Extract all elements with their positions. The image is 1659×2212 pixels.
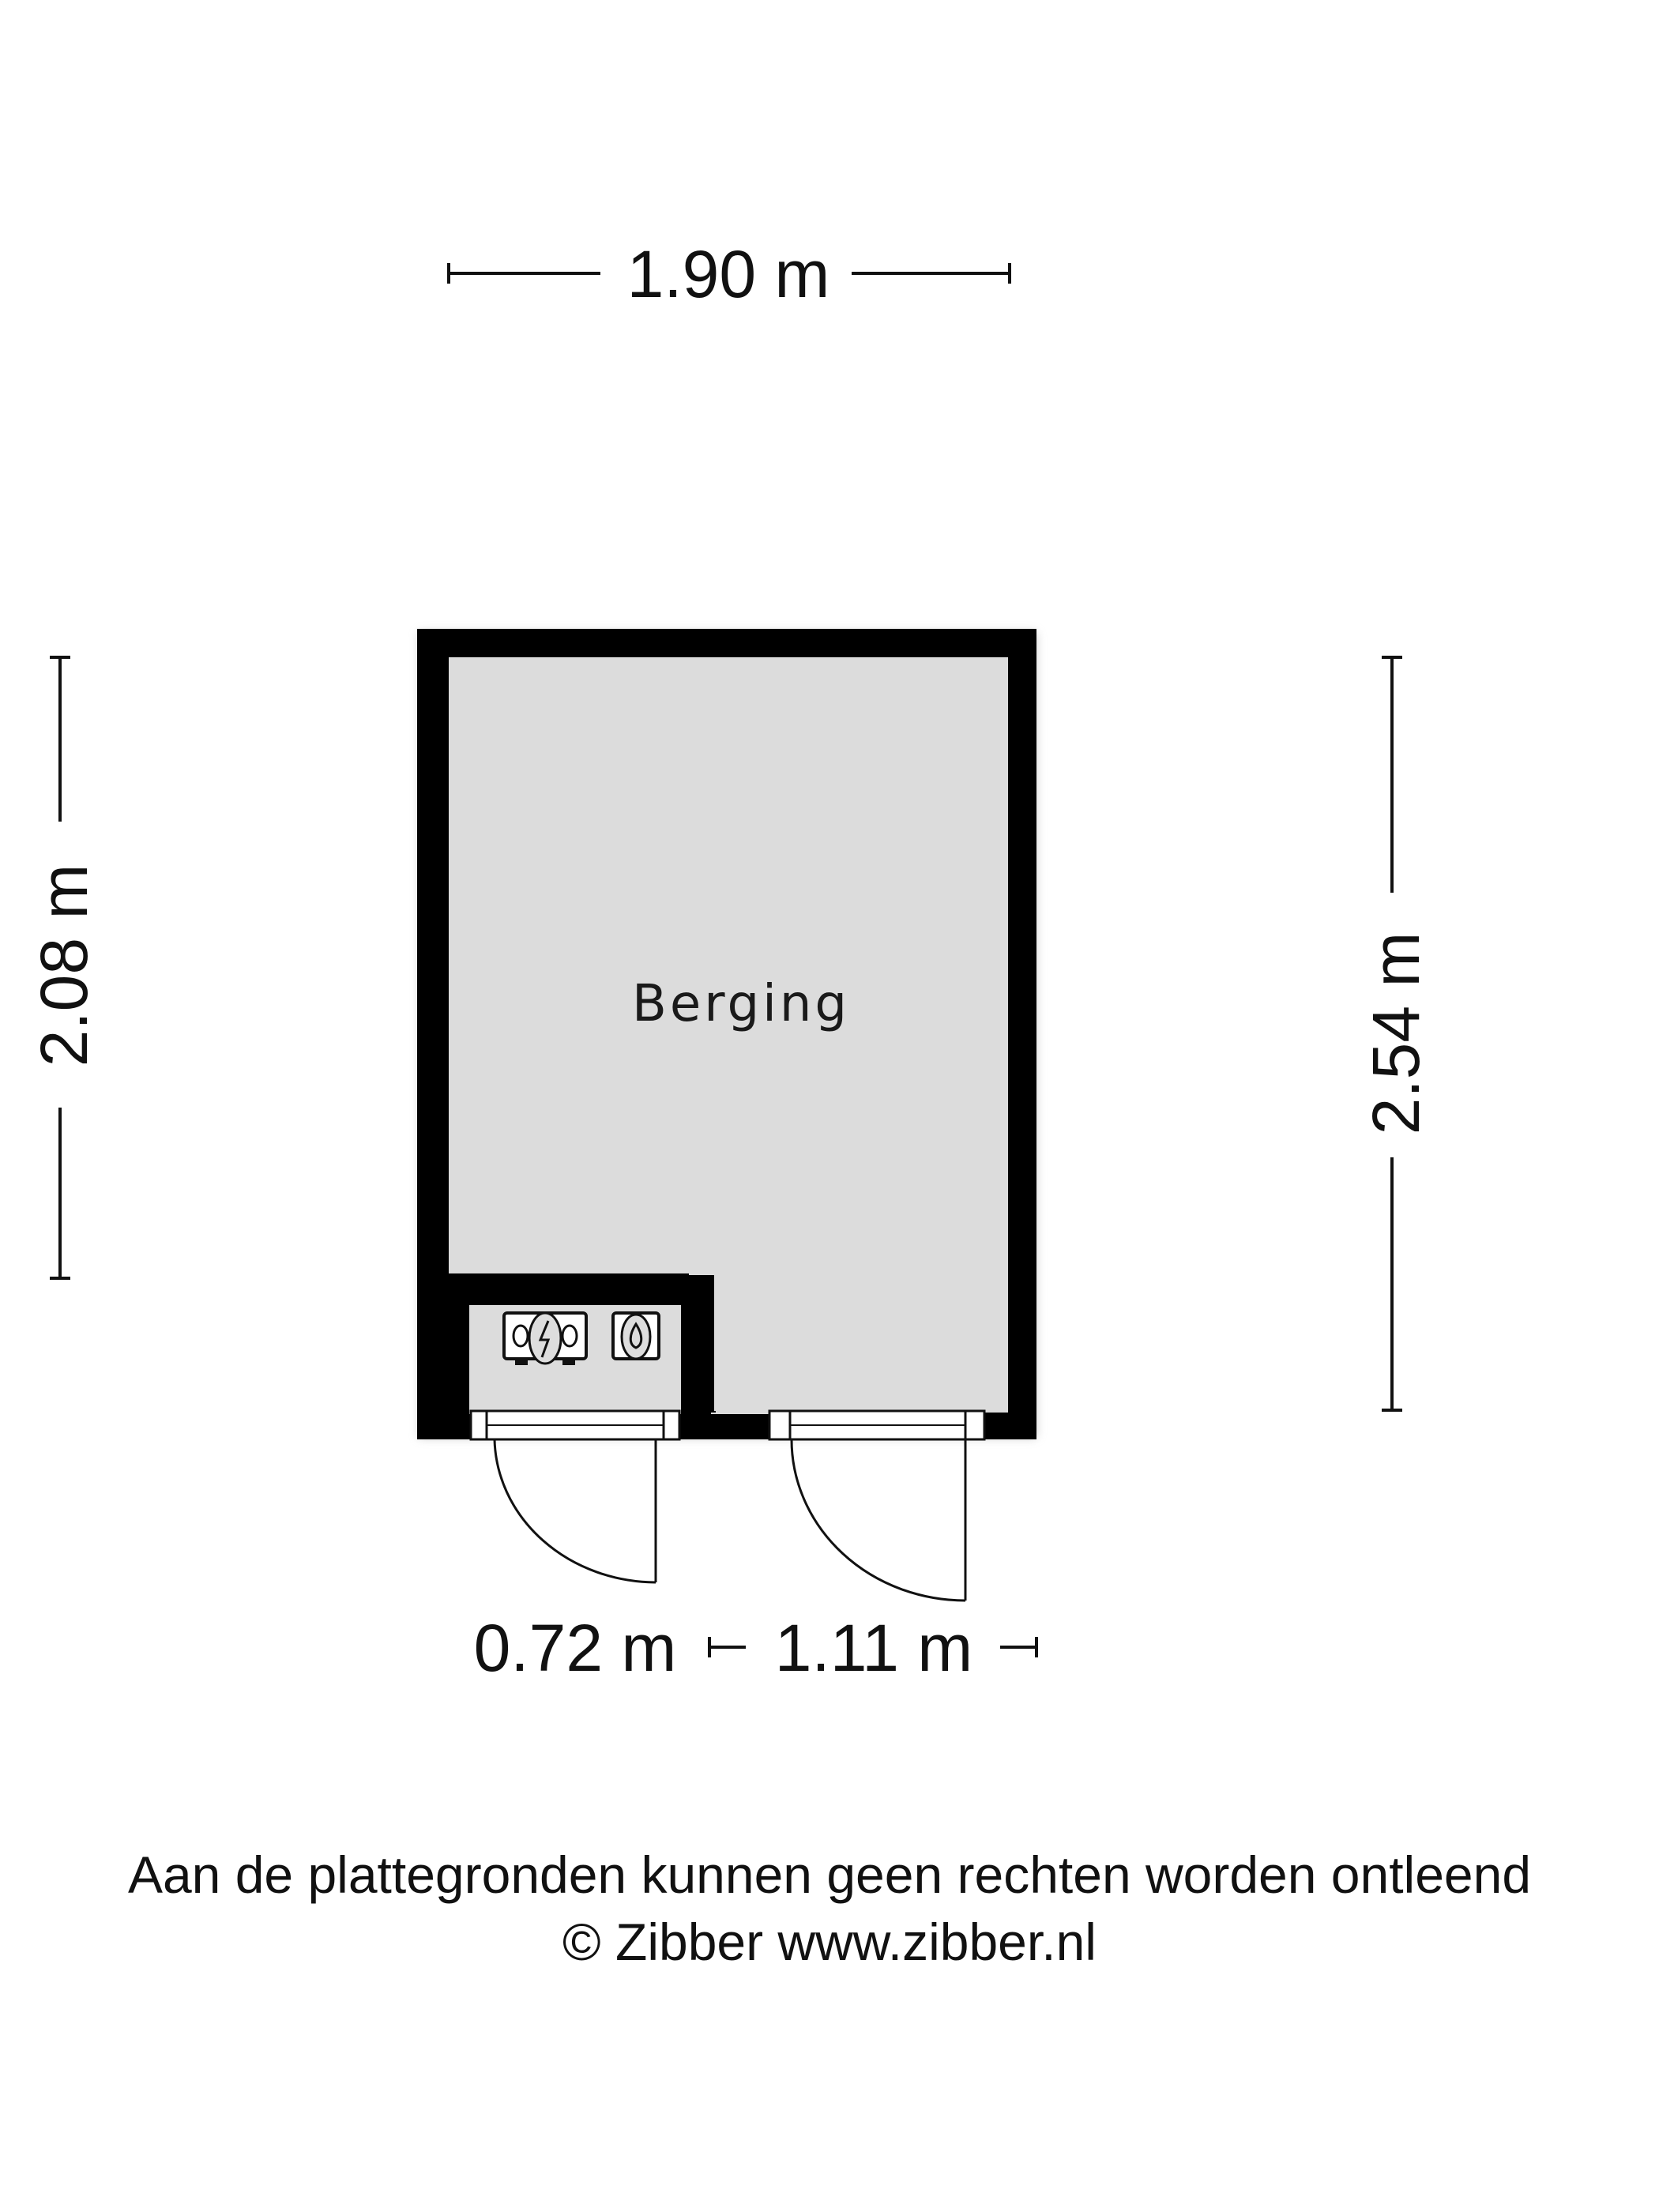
door-frame-right bbox=[769, 1411, 984, 1439]
dimension-bottom-right: 1.11 m bbox=[774, 1611, 973, 1685]
electricity-meter-icon bbox=[504, 1313, 586, 1365]
door-swing-left bbox=[495, 1439, 656, 1582]
gas-meter-icon bbox=[613, 1313, 659, 1359]
copyright-text: © Zibber www.zibber.nl bbox=[562, 1913, 1097, 1971]
dimension-top-width: 1.90 m bbox=[626, 237, 830, 311]
door-frame-left bbox=[471, 1411, 679, 1439]
dimension-left-height: 2.08 m bbox=[27, 863, 101, 1067]
door-swing-right bbox=[792, 1439, 965, 1601]
dimension-bottom-left: 0.72 m bbox=[473, 1611, 677, 1685]
disclaimer-text: Aan de plattegronden kunnen geen rechten worden ontleend bbox=[127, 1845, 1532, 1904]
dimension-right-height: 2.54 m bbox=[1359, 931, 1433, 1135]
room-label: Berging bbox=[631, 975, 851, 1033]
